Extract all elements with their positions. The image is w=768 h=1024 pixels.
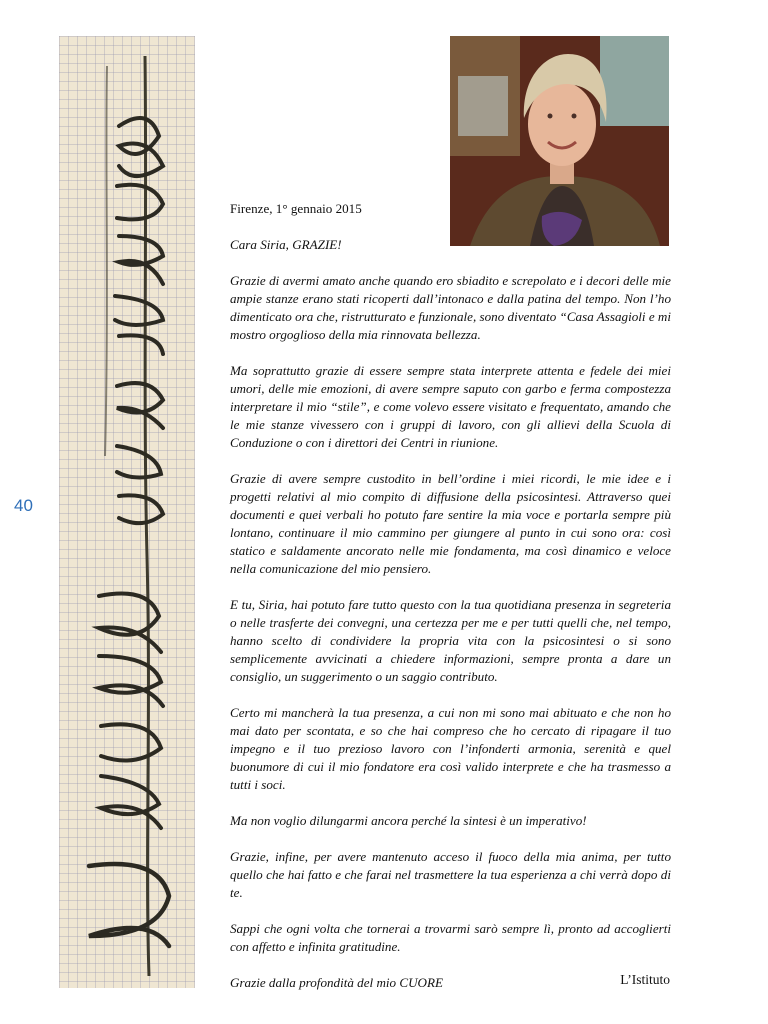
letter-paragraph: Certo mi mancherà la tua presenza, a cui non mi sono mai abituato e che non ho mai dato per scontata, e so che hai compreso che ho cercato di ripagare il tuo impegno e il tuo prezioso lavoro con l’infonderti armonia, serenità e quel buonumore di cui il mio fondatore era così valido interprete e che ha trasmesso a tutti i soci. [230,705,671,792]
letter-paragraph: E tu, Siria, hai potuto fare tutto questo con la tua quotidiana presenza in segreteria o nelle trasferte dei convegni, una certezza per me e per tutti quelli che, nel tempo, hanno scelto di condividere la propria vita con la psicosintesi o si sono semplicemente avvicinati a chiedere informazioni, sempre pronta a dare un consiglio, un suggerimento o un saggio contributo. [230,597,671,684]
letter-paragraph: Grazie di avere sempre custodito in bell’ordine i miei ricordi, le mie idee e i progetti relativi al mio compito di diffusione della psicosintesi. Attraverso quei documenti e quei verbali ho potuto fare sentire la mia voce e portarla sempre più lontano, continuare il mio cammino per giungere al punto in cui sono ora: così statico e saldamente ancorato nelle mie fondamenta, ma così dinamico e veloce nella comunicazione del mio pensiero. [230,471,671,576]
letter-paragraph: Sappi che ogni volta che tornerai a trovarmi sarò sempre lì, pronto ad accoglierti con affetto e infinita gratitudine. [230,921,671,954]
handwritten-note-strip [59,36,195,988]
letter-paragraph: Grazie di avermi amato anche quando ero sbiadito e screpolato e i decori delle mie ampie stanze erano stati ricoperti dall’intonaco e dalla patina del tempo. Non l’ho dimenticato ora che, ristrutturato e funzionale, sono diventato “Casa Assagioli e mi mostro orgoglioso della mia rinnovata bellezza. [230,273,671,342]
letter-closing: Grazie dalla profondità del mio CUORE [230,975,444,990]
letter-paragraph: Ma non voglio dilungarmi ancora perché la sintesi è un imperativo! [230,813,587,828]
letter-date: Firenze, 1° gennaio 2015 [230,201,362,216]
letter-body [230,200,671,1010]
letter-paragraph: Ma soprattutto grazie di essere sempre stata interprete attenta e fedele dei miei umori, delle mie emozioni, di avere sempre saputo con garbo e ferma compostezza interpretare il mio “stile”, e come volevo essere visitato e frequentato, amando che le mie stanze vivessero con i gruppi di lavoro, con gli allievi della Scuola di Conduzione o con i direttori dei Centri in riunione. [230,363,671,450]
page-number: 40 [14,496,33,515]
letter-salutation: Cara Siria, GRAZIE! [230,237,342,252]
letter-paragraph: Grazie, infine, per avere mantenuto acceso il fuoco della mia anima, per tutto quello che hai fatto e che farai nel trasmettere la tua esperienza a chi verrà dopo di te. [230,849,671,900]
letter-signature: L’Istituto [620,972,670,987]
handwriting-image [59,36,195,988]
